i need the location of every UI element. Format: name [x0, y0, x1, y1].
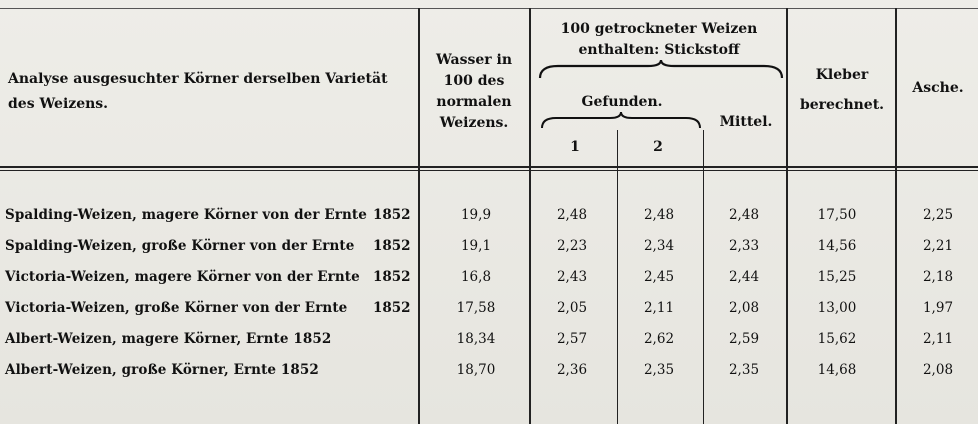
header-rule-2 — [0, 170, 978, 171]
nitrogen-group-header: 100 getrockneter Weizen enthalten: Stickstoff — [560, 21, 758, 58]
water-value: 19,9 — [460, 207, 492, 223]
n2-value: 2,35 — [643, 362, 675, 378]
mean-value: 2,35 — [728, 362, 760, 378]
n1-header: 1 — [570, 139, 580, 155]
table-row — [0, 326, 978, 356]
table-row — [0, 233, 978, 263]
row-label: Spalding-Weizen, große Körner von der Ernte — [5, 238, 355, 254]
ash-value: 2,21 — [922, 238, 954, 254]
mean-value: 2,59 — [728, 331, 760, 347]
n1-value: 2,23 — [556, 238, 588, 254]
row-label: Victoria-Weizen, große Körner von der Ernte — [5, 300, 348, 316]
n1-value: 2,43 — [556, 269, 588, 285]
row-label: Spalding-Weizen, magere Körner von der Ernte — [5, 207, 367, 223]
mean-header: Mittel. — [719, 114, 773, 130]
ash-value: 1,97 — [922, 300, 954, 316]
ash-value: 2,25 — [922, 207, 954, 223]
row-year: 1852 — [373, 269, 411, 285]
gluten-value: 14,68 — [817, 362, 857, 378]
water-value: 17,58 — [456, 300, 496, 316]
gluten-value: 13,00 — [817, 300, 857, 316]
n1-value: 2,36 — [556, 362, 588, 378]
water-value: 18,70 — [456, 362, 496, 378]
row-label: Albert-Weizen, große Körner, Ernte 1852 — [5, 362, 319, 378]
ash-value: 2,11 — [922, 331, 954, 347]
mean-value: 2,33 — [728, 238, 760, 254]
table-row — [0, 264, 978, 294]
row-label: Victoria-Weizen, magere Körner von der Ernte — [5, 269, 360, 285]
row-year: 1852 — [373, 207, 411, 223]
n2-value: 2,45 — [643, 269, 675, 285]
table-row — [0, 295, 978, 325]
ash-value: 2,08 — [922, 362, 954, 378]
ash-value: 2,18 — [922, 269, 954, 285]
n2-value: 2,62 — [643, 331, 675, 347]
group-brace — [538, 60, 784, 80]
gluten-value: 14,56 — [817, 238, 857, 254]
n2-header: 2 — [653, 139, 663, 155]
ash-header: Asche. — [912, 80, 964, 96]
row-label: Albert-Weizen, magere Körner, Ernte 1852 — [5, 331, 332, 347]
header-rule-1 — [0, 166, 978, 168]
water-value: 16,8 — [460, 269, 492, 285]
water-header: Wasser in 100 des normalen Weizens. — [436, 52, 512, 131]
n2-value: 2,48 — [643, 207, 675, 223]
n2-value: 2,34 — [643, 238, 675, 254]
n1-value: 2,05 — [556, 300, 588, 316]
table-row — [0, 357, 978, 387]
gluten-value: 15,62 — [817, 331, 857, 347]
row-year: 1852 — [373, 238, 411, 254]
water-value: 19,1 — [460, 238, 492, 254]
n1-value: 2,57 — [556, 331, 588, 347]
water-value: 18,34 — [456, 331, 496, 347]
n2-value: 2,11 — [643, 300, 675, 316]
mean-value: 2,44 — [728, 269, 760, 285]
found-header: Gefunden. — [581, 94, 663, 110]
mean-value: 2,48 — [728, 207, 760, 223]
gluten-value: 17,50 — [817, 207, 857, 223]
gluten-header: Kleber berechnet. — [799, 67, 885, 113]
found-brace — [540, 112, 702, 130]
n1-value: 2,48 — [556, 207, 588, 223]
analysis-header: Analyse ausgesuchter Körner derselben Varietät des Weizens. — [8, 71, 388, 112]
mean-value: 2,08 — [728, 300, 760, 316]
table-top-rule — [0, 8, 978, 9]
table-row — [0, 202, 978, 232]
row-year: 1852 — [373, 300, 411, 316]
gluten-value: 15,25 — [817, 269, 857, 285]
